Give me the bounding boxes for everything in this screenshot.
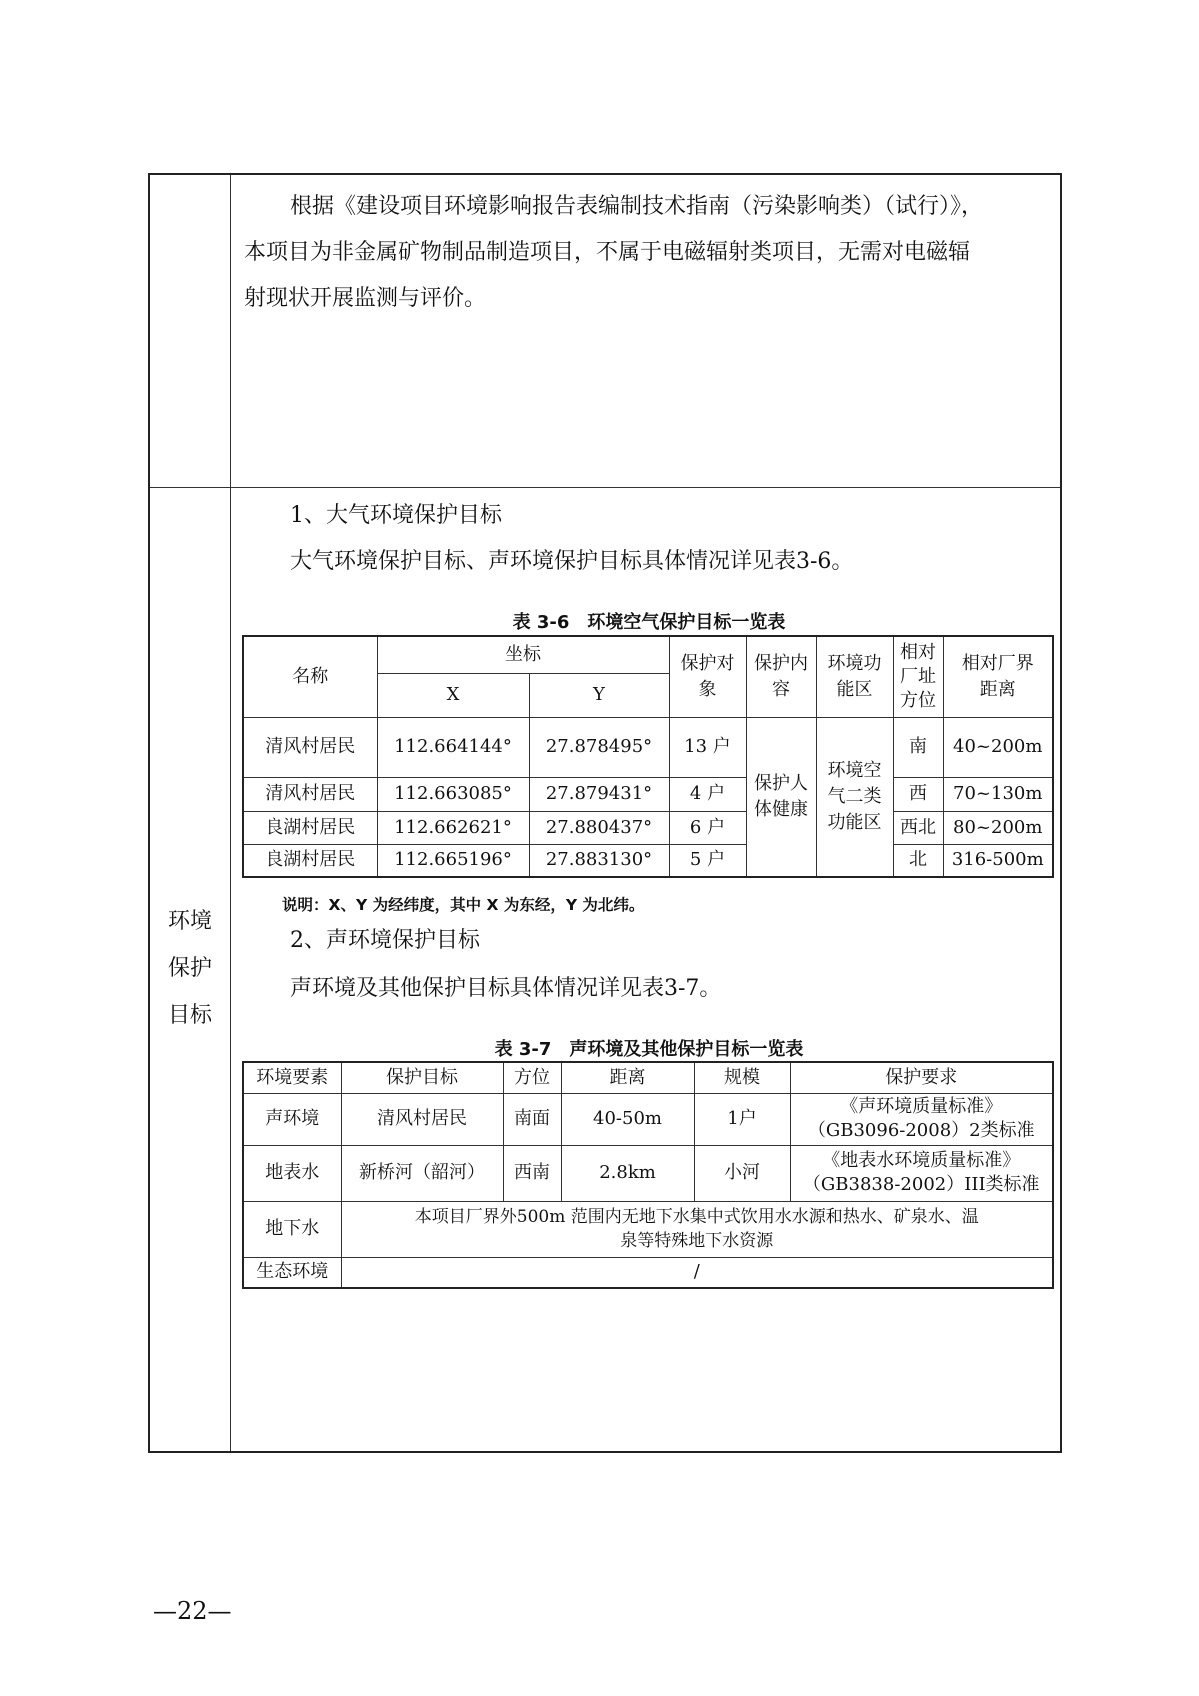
cell-x: 112.663085° [377, 777, 529, 811]
header-direction: 方位 [503, 1062, 561, 1093]
cell-direction: 南 [893, 717, 943, 777]
cell-target: 13 户 [669, 717, 746, 777]
paragraph-line: 根据《建设项目环境影响报告表编制技术指南（污染影响类）（试行）》， [290, 194, 984, 219]
cell-element: 地表水 [243, 1145, 341, 1201]
cell-element: 声环境 [243, 1093, 341, 1145]
header-name: 名称 [243, 636, 377, 717]
cell-y: 27.880437° [529, 811, 669, 844]
cell-name: 清风村居民 [243, 717, 377, 777]
table-3-6-caption: 表 3-6 环境空气保护目标一览表 [512, 612, 786, 633]
header-coords: 坐标 [377, 636, 669, 673]
cell-target: 6 户 [669, 811, 746, 844]
cell-direction: 西北 [893, 811, 943, 844]
heading-air: 1、大气环境保护目标 [290, 503, 502, 528]
cell-groundwater-text: 本项目厂界外500m 范围内无地下水集中式饮用水水源和热水、矿泉水、温 泉等特殊地下水资源 [341, 1201, 1053, 1257]
cell-distance: 40~200m [943, 717, 1053, 777]
cell-direction: 西 [893, 777, 943, 811]
cell-y: 27.883130° [529, 844, 669, 877]
cell-direction: 西南 [503, 1145, 561, 1201]
header-distance: 相对厂界 距离 [943, 636, 1053, 717]
section-label [150, 898, 230, 1039]
cell-content-merged: 保护人 体健康 [746, 717, 816, 877]
header-distance: 距离 [561, 1062, 694, 1093]
intro-air: 大气环境保护目标、声环境保护目标具体情况详见表3-6。 [290, 549, 854, 574]
cell-x: 112.665196° [377, 844, 529, 877]
table-3-7-caption: 表 3-7 声环境及其他保护目标一览表 [494, 1039, 804, 1060]
cell-direction: 南面 [503, 1093, 561, 1145]
cell-target: 新桥河（韶河） [341, 1145, 503, 1201]
cell-y: 27.878495° [529, 717, 669, 777]
header-direction: 相对 厂址 方位 [893, 636, 943, 717]
cell-element: 地下水 [243, 1201, 341, 1257]
cell-requirement: 《声环境质量标准》 （GB3096-2008）2类标准 [790, 1093, 1053, 1145]
cell-scale: 小河 [694, 1145, 790, 1201]
heading-noise: 2、声环境保护目标 [290, 928, 480, 953]
cell-distance: 2.8km [561, 1145, 694, 1201]
column-divider [230, 175, 231, 1451]
cell-direction: 北 [893, 844, 943, 877]
header-requirement: 保护要求 [790, 1062, 1053, 1093]
table-3-6 [242, 635, 1054, 878]
label-line: 目标 [167, 1003, 212, 1028]
cell-scale: 1户 [694, 1093, 790, 1145]
header-element: 环境要素 [243, 1062, 341, 1093]
cell-x: 112.664144° [377, 717, 529, 777]
cell-name: 良湖村居民 [243, 811, 377, 844]
header-y: Y [529, 673, 669, 717]
header-target: 保护对 象 [669, 636, 746, 717]
cell-x: 112.662621° [377, 811, 529, 844]
intro-noise: 声环境及其他保护目标具体情况详见表3-7。 [290, 976, 722, 1001]
header-x: X [377, 673, 529, 717]
cell-y: 27.879431° [529, 777, 669, 811]
cell-zone-merged: 环境空 气二类 功能区 [816, 717, 893, 877]
page-number: —22— [153, 1597, 232, 1625]
header-scale: 规模 [694, 1062, 790, 1093]
cell-name: 良湖村居民 [243, 844, 377, 877]
header-target: 保护目标 [341, 1062, 503, 1093]
cell-distance: 80~200m [943, 811, 1053, 844]
paragraph-line: 射现状开展监测与评价。 [244, 286, 487, 311]
table-3-7 [242, 1061, 1054, 1289]
cell-target: 5 户 [669, 844, 746, 877]
cell-ecology-value: / [341, 1257, 1053, 1288]
label-line: 保护 [167, 956, 212, 981]
form-table [148, 173, 1062, 1453]
cell-distance: 40-50m [561, 1093, 694, 1145]
label-line: 环境 [167, 909, 212, 934]
table-3-6-note: 说明：X、Y 为经纬度，其中 X 为东经，Y 为北纬。 [282, 896, 645, 914]
cell-distance: 70~130m [943, 777, 1053, 811]
cell-target: 4 户 [669, 777, 746, 811]
header-content: 保护内 容 [746, 636, 816, 717]
cell-element: 生态环境 [243, 1257, 341, 1288]
row-divider [150, 487, 1060, 488]
header-zone: 环境功 能区 [816, 636, 893, 717]
cell-name: 清风村居民 [243, 777, 377, 811]
cell-target: 清风村居民 [341, 1093, 503, 1145]
cell-requirement: 《地表水环境质量标准》 （GB3838-2002）III类标准 [790, 1145, 1053, 1201]
cell-distance: 316-500m [943, 844, 1053, 877]
paragraph-line: 本项目为非金属矿物制品制造项目，不属于电磁辐射类项目，无需对电磁辐 [244, 240, 971, 265]
